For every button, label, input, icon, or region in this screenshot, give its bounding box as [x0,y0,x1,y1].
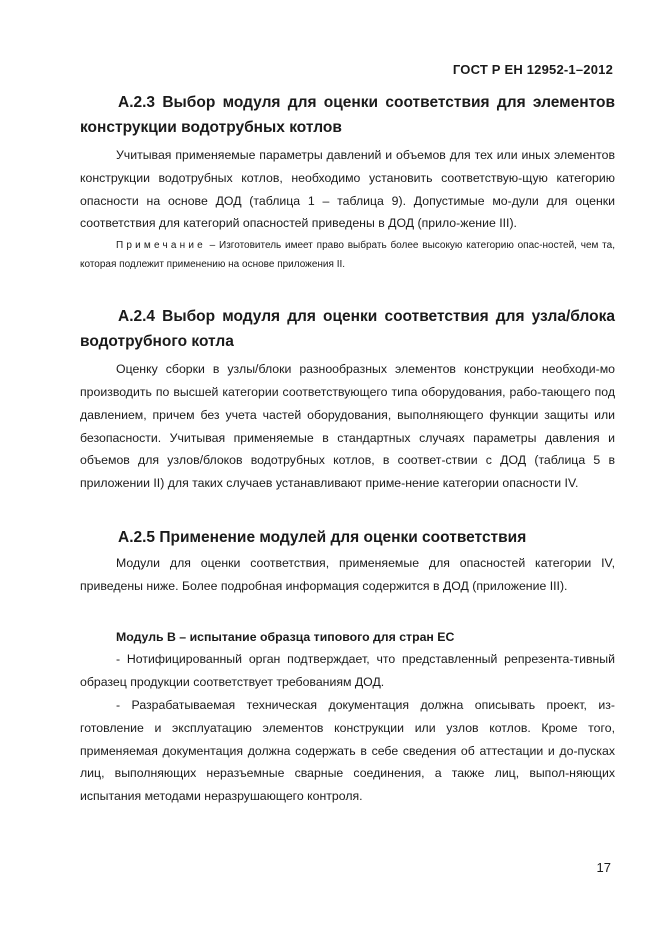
note-text: – Изготовитель имеет право выбрать более высокую категорию опас-ностей, чем та, которая подлежит применению на основе приложения II. [80,240,615,271]
module-b-title: Модуль В – испытание образца типового для стран ЕС [116,629,455,644]
page-content [80,90,615,808]
section-a24-title: А.2.4 Выбор модуля для оценки соответствия для узла/блока водотрубного котла [80,308,615,351]
section-a23-title: А.2.3 Выбор модуля для оценки соответствия для элементов конструкции водотрубных котлов [80,94,615,136]
module-b-item-2: - Разрабатываемая техническая документация должна описывать проект, из-готовление и эксплуатацию элементов конструкции или узлов котлов. Кроме того, применяемая документация должна содержать в себе сведения об аттестации и до-пусках лиц, выполняющих неразъемные сварные соединения, а также лиц, выпол-няющих испытания методами неразрушающего контроля. [80,697,615,804]
section-a25-title: А.2.5 Применение модулей для оценки соответствия [118,528,527,546]
section-a23-note [80,236,615,274]
section-a23-paragraph: Учитывая применяемые параметры давлений и объемов для тех или иных элементов конструкции водотрубных котлов, необходимо установить соответствую-щую категорию опасности на основе ДОД (таблица 1 – таблица 9). Допустимые мо-дули для оценки соответствия для категорий опасностей приведены в ДОД (прило-жение III). [80,148,615,231]
note-label: Примечание [116,240,206,252]
page-number: 17 [596,860,611,875]
module-b-item-1: - Нотифицированный орган подтверждает, что представленный репрезента-тивный образец продукции соответствует требованиям ДОД. [80,652,615,690]
section-a25-paragraph: Модули для оценки соответствия, применяемые для опасностей категории IV, приведены ниже. Более подробная информация содержится в ДОД (приложение III). [80,555,615,593]
section-a24-paragraph: Оценку сборки в узлы/блоки разнообразных элементов конструкции необходи-мо производить по высшей категории соответствующего типа оборудования, рабо-тающего под давлением, причем без учета частей оборудования, выполняющего функции защиты или безопасности. Учитывая применяемые в стандартных случаях параметры давления и объемов для узлов/блоков водотрубных котлов, в соответ-ствии с ДОД (таблица 5 в приложении II) для таких случаев устанавливают приме-нение категории опасности IV. [80,362,615,491]
document-code: ГОСТ Р ЕН 12952-1–2012 [452,62,613,77]
